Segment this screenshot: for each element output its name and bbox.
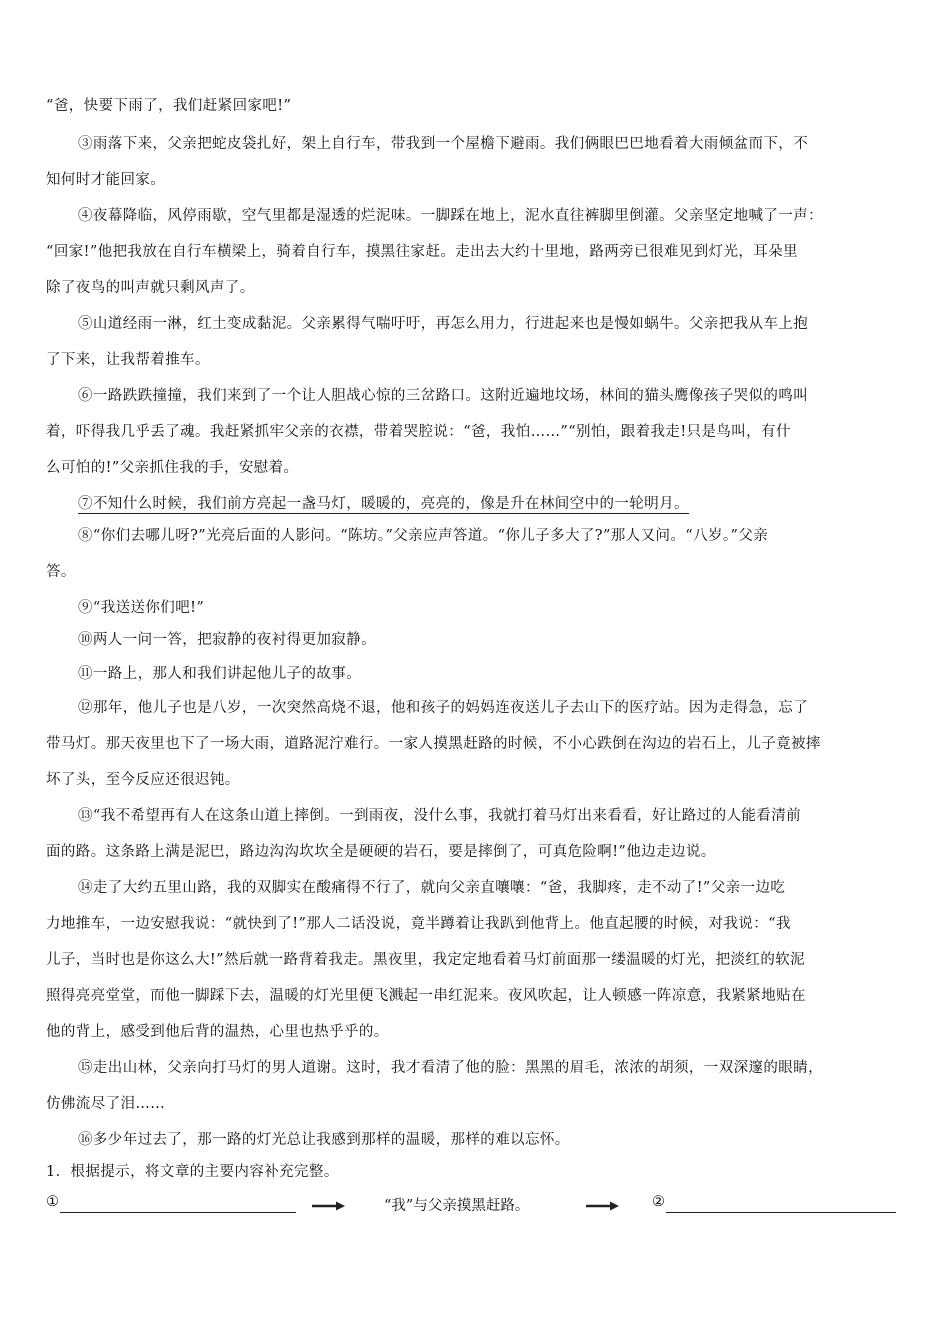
paragraph-6-line-3: 么可怕的!”父亲抓住我的手，安慰着。 — [46, 460, 299, 476]
paragraph-4-line-2: “回家!”他把我放在自行车横梁上，骑着自行车，摸黑往家赶。走出去大约十里地，路两旁已很难见到灯光，耳朵里 — [46, 244, 798, 260]
summary-middle-text: “我”与父亲摸黑赶路。 — [384, 1198, 530, 1214]
paragraph-14-line-1: ⑭走了大约五里山路，我的双脚实在酸痛得不行了，就向父亲直嚷嚷：“爸，我脚疼，走不动了!”父亲一边吃 — [78, 880, 786, 896]
paragraph-7-underlined — [78, 494, 689, 514]
paragraph-14-line-5: 他的背上，感受到他后背的温热，心里也热乎乎的。 — [46, 1024, 389, 1040]
paragraph-4-line-3: 除了夜鸟的叫声就只剩风声了。 — [46, 280, 255, 296]
paragraph-10: ⑩两人一问一答，把寂静的夜衬得更加寂静。 — [78, 632, 376, 648]
paragraph-11: ⑪一路上，那人和我们讲起他儿子的故事。 — [78, 666, 362, 682]
summary-flow-row — [46, 1194, 908, 1218]
answer-blank-2[interactable] — [666, 1212, 896, 1213]
paragraph-5-line-1: ⑤山道经雨一淋，红土变成黏泥。父亲累得气喘吁吁，再怎么用力，行进起来也是慢如蜗牛。父亲把我从车上抱 — [78, 316, 809, 332]
paragraph-3-line-2: 知何时才能回家。 — [46, 172, 166, 188]
answer-blank-1[interactable] — [60, 1212, 296, 1213]
paragraph-8-line-2: 答。 — [46, 564, 76, 580]
paragraph-14-line-3: 儿子，当时也是你这么大!”然后就一路背着我走。黑夜里，我定定地看着马灯前面那一缕温暖的灯光，把淡红的软泥 — [46, 952, 806, 968]
paragraph-8-line-1: ⑧“你们去哪儿呀?”光亮后面的人影问。“陈坊。”父亲应声答道。“你儿子多大了?”那人又问。“八岁。”父亲 — [78, 528, 769, 544]
question-1-prompt: 1．根据提示，将文章的主要内容补充完整。 — [46, 1164, 339, 1180]
paragraph-13-line-1: ⑬“我不希望再有人在这条山道上摔倒。一到雨夜，没什么事，我就打着马灯出来看看，好让路过的人能看清前 — [78, 808, 802, 824]
paragraph-15-line-1: ⑮走出山林，父亲向打马灯的男人道谢。这时，我才看清了他的脸：黑黑的眉毛，浓浓的胡须，一双深邃的眼睛， — [78, 1060, 823, 1076]
paragraph-6-line-2: 着，吓得我几乎丢了魂。我赶紧抓牢父亲的衣襟，带着哭腔说：“爸，我怕……”“别怕，跟着我走!只是鸟叫，有什 — [46, 424, 791, 440]
paragraph-16: ⑯多少年过去了，那一路的灯光总让我感到那样的温暖，那样的难以忘怀。 — [78, 1132, 570, 1148]
paragraph-14-line-2: 力地推车，一边安慰我说：“就快到了!”那人二话没说，竟半蹲着让我趴到他背上。他直起腰的时候，对我说：“我 — [46, 916, 791, 932]
paragraph-3-line-1: ③雨落下来，父亲把蛇皮袋扎好，架上自行车，带我到一个屋檐下避雨。我们俩眼巴巴地看着大雨倾盆而下，不 — [78, 136, 809, 152]
paragraph-15-line-2: 仿佛流尽了泪…… — [46, 1096, 166, 1112]
paragraph-5-line-2: 了下来，让我帮着推车。 — [46, 352, 210, 368]
arrow-right-icon — [312, 1200, 346, 1212]
arrow-right-icon — [586, 1200, 620, 1212]
paragraph-6-line-1: ⑥一路跌跌撞撞，我们来到了一个让人胆战心惊的三岔路口。这附近遍地坟场，林间的猫头鹰像孩子哭似的鸣叫 — [78, 388, 809, 404]
paragraph-14-line-4: 照得亮亮堂堂，而他一脚踩下去，温暖的灯光里便飞溅起一串红泥来。夜风吹起，让人顿感一阵凉意，我紧紧地贴在 — [46, 988, 806, 1004]
paragraph-12-line-3: 坏了头，至今反应还很迟钝。 — [46, 772, 240, 788]
paragraph-12-line-2: 带马灯。那天夜里也下了一场大雨，道路泥泞难行。一家人摸黑赶路的时候，不小心跌倒在沟边的岩石上，儿子竟被摔 — [46, 736, 821, 752]
paragraph-12-line-1: ⑫那年，他儿子也是八岁，一次突然高烧不退，他和孩子的妈妈连夜送儿子去山下的医疗站。因为走得急，忘了 — [78, 700, 809, 716]
paragraph-13-line-2: 面的路。这条路上满是泥巴，路边沟沟坎坎全是硬硬的岩石，要是摔倒了，可真危险啊!”他边走边说。 — [46, 844, 716, 860]
paragraph-line: “爸，快要下雨了，我们赶紧回家吧!” — [46, 98, 292, 114]
paragraph-4-line-1: ④夜幕降临，风停雨歇，空气里都是湿透的烂泥味。一脚踩在地上，泥水直往裤脚里倒灌。父亲坚定地喊了一声： — [78, 208, 823, 224]
blank-1-number: ① — [46, 1194, 59, 1210]
blank-2-number: ② — [652, 1194, 665, 1210]
underlined-sentence: ⑦不知什么时候，我们前方亮起一盏马灯，暖暖的，亮亮的，像是升在林间空中的一轮明月。 — [78, 496, 689, 512]
paragraph-9: ⑨“我送送你们吧!” — [78, 600, 205, 616]
